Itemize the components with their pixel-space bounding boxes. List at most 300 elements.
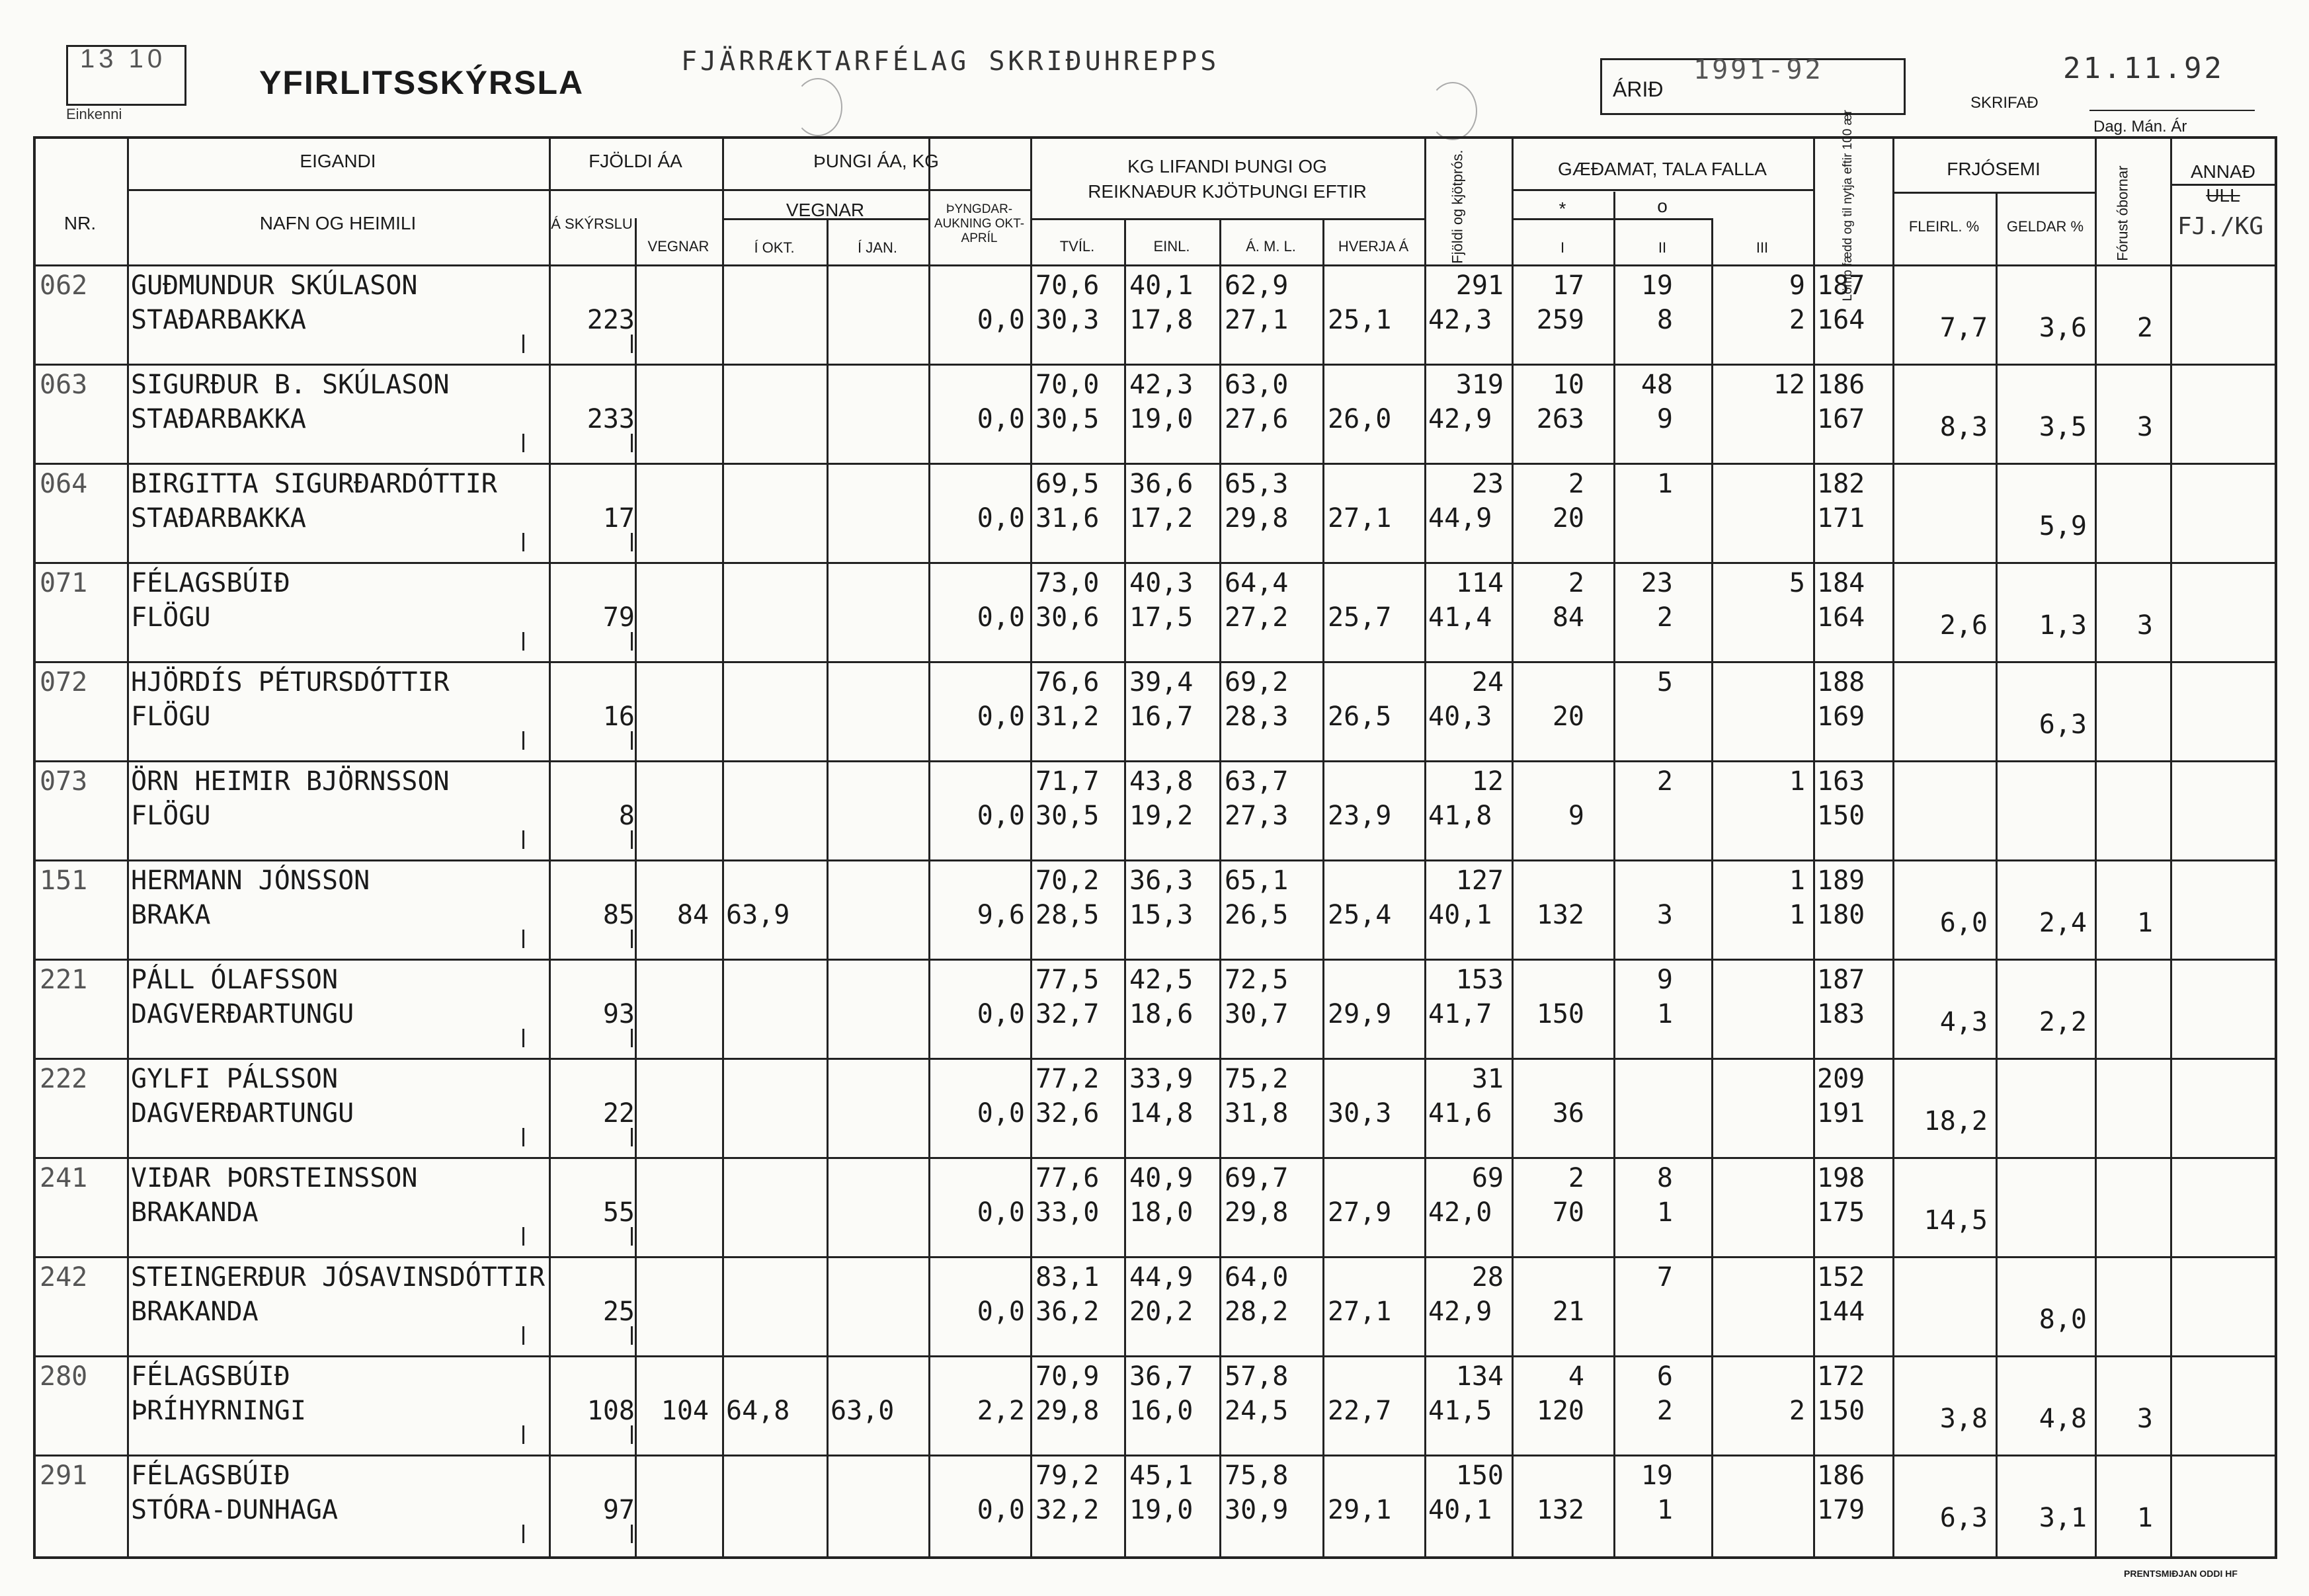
aml-live-weight: 69,7: [1225, 1163, 1289, 1193]
header-lamb-weight-1: KG LIFANDI ÞUNGI OG: [1127, 156, 1327, 177]
meat-percent: 42,9: [1428, 1297, 1492, 1327]
grade-extra-count: 5: [1789, 568, 1805, 598]
meat-percent: 42,3: [1428, 305, 1492, 335]
owner-name: HJÖRDÍS PÉTURSDÓTTIR: [131, 667, 450, 698]
row-divider: [33, 1157, 2277, 1159]
lambs-used: 169: [1817, 701, 1865, 732]
twin-carcass-weight: 30,5: [1035, 404, 1100, 434]
twin-live-weight: 76,6: [1035, 667, 1100, 698]
weight-gain: 0,0: [977, 801, 1025, 831]
row-nr: 064: [40, 469, 88, 499]
twin-live-weight: 69,5: [1035, 469, 1100, 499]
header-barren: GELDAR %: [2006, 218, 2084, 235]
single-live-weight: 39,4: [1129, 667, 1194, 698]
grade-3-count: 2: [1789, 1396, 1805, 1426]
grade-star-count: 17: [1552, 270, 1584, 301]
row-divider: [33, 1058, 2277, 1060]
header-grade-o: o: [1657, 196, 1668, 216]
tick-mark: [631, 1525, 633, 1543]
aml-live-weight: 75,8: [1225, 1460, 1289, 1491]
header-lambs-born: Lömb fædd og til nytja eftir 100 ær: [1841, 110, 1855, 301]
aml-carcass-weight: 27,1: [1225, 305, 1289, 335]
grade-1-count: 150: [1536, 999, 1584, 1029]
column-divider: [1892, 136, 1894, 1556]
row-divider: [33, 1256, 2277, 1258]
aml-carcass-weight: 29,8: [1225, 503, 1289, 534]
ewes-on-report: 93: [602, 999, 635, 1029]
aml-carcass-weight: 27,3: [1225, 801, 1289, 831]
single-live-weight: 36,6: [1129, 469, 1194, 499]
aml-carcass-weight: 30,9: [1225, 1495, 1289, 1525]
twin-live-weight: 70,6: [1035, 270, 1100, 301]
aml-live-weight: 69,2: [1225, 667, 1289, 698]
twin-carcass-weight: 33,0: [1035, 1197, 1100, 1228]
grade-1-count: 20: [1552, 701, 1584, 732]
grade-2-count: 1: [1656, 1495, 1673, 1525]
single-carcass-weight: 20,2: [1129, 1297, 1194, 1327]
grade-2-count: 2: [1656, 1396, 1673, 1426]
aml-live-weight: 64,4: [1225, 568, 1289, 598]
grade-star-count: 2: [1568, 469, 1584, 499]
ewes-on-report: 233: [587, 404, 635, 434]
weight-gain: 0,0: [977, 305, 1025, 335]
aml-carcass-weight: 27,2: [1225, 602, 1289, 633]
date-format: Dag. Mán. Ár: [2093, 118, 2187, 136]
owner-name: BIRGITTA SIGURÐARDÓTTIR: [131, 469, 497, 499]
lamb-count: 134: [1455, 1361, 1504, 1392]
carcass-per-ewe: 26,5: [1328, 701, 1392, 732]
grade-o-count: 19: [1641, 1460, 1673, 1491]
lambs-used: 164: [1817, 305, 1865, 335]
owner-home: FLÖGU: [131, 801, 211, 831]
grade-2-count: 1: [1656, 999, 1673, 1029]
tick-mark: [631, 830, 633, 849]
grade-star-count: 4: [1568, 1361, 1584, 1392]
weight-gain: 0,0: [977, 999, 1025, 1029]
barren-percent: 3,6: [2039, 313, 2087, 343]
association-name: FJÄRRÆKTARFÉLAG SKRIÐUHREPPS: [681, 46, 1220, 77]
single-live-weight: 36,3: [1129, 865, 1194, 896]
weight-oct: 64,8: [726, 1396, 790, 1426]
row-divider: [33, 1455, 2277, 1456]
barren-percent: 6,3: [2039, 709, 2087, 740]
header-weight-gain: ÞYNGDAR- AUKNING OKT-APRÍL: [934, 202, 1025, 245]
twin-live-weight: 77,2: [1035, 1064, 1100, 1094]
grade-star-count: 2: [1568, 568, 1584, 598]
tick-mark: [522, 1227, 524, 1246]
row-nr: 072: [40, 667, 88, 698]
tick-mark: [522, 830, 524, 849]
owner-home: STÓRA-DUNHAGA: [131, 1495, 339, 1525]
carcass-per-ewe: 25,7: [1328, 602, 1392, 633]
ewes-on-report: 108: [587, 1396, 635, 1426]
aml-carcass-weight: 28,2: [1225, 1297, 1289, 1327]
lambs-used: 191: [1817, 1098, 1865, 1129]
row-nr: 291: [40, 1460, 88, 1491]
header-ewe-count: FJÖLDI ÁA: [588, 151, 682, 171]
multiple-percent: 7,7: [1939, 313, 1988, 343]
lambs-used: 179: [1817, 1495, 1865, 1525]
carcass-per-ewe: 22,7: [1328, 1396, 1392, 1426]
grade-3-count: 2: [1789, 305, 1805, 335]
multiple-percent: 6,3: [1939, 1503, 1988, 1533]
single-live-weight: 42,5: [1129, 965, 1194, 995]
tick-mark: [631, 434, 633, 452]
twin-live-weight: 83,1: [1035, 1262, 1100, 1293]
weight-jan: 63,0: [830, 1396, 895, 1426]
single-carcass-weight: 17,8: [1129, 305, 1194, 335]
tick-mark: [522, 1326, 524, 1345]
lambs-born: 187: [1817, 965, 1865, 995]
twin-carcass-weight: 30,3: [1035, 305, 1100, 335]
header-divider: [722, 189, 1030, 191]
single-carcass-weight: 17,2: [1129, 503, 1194, 534]
header-grading: GÆÐAMAT, TALA FALLA: [1558, 159, 1767, 179]
lambs-used: 183: [1817, 999, 1865, 1029]
single-live-weight: 44,9: [1129, 1262, 1194, 1293]
twin-live-weight: 70,2: [1035, 865, 1100, 896]
lamb-count: 114: [1455, 568, 1504, 598]
single-live-weight: 40,1: [1129, 270, 1194, 301]
carcass-per-ewe: 25,4: [1328, 900, 1392, 930]
aml-carcass-weight: 30,7: [1225, 999, 1289, 1029]
owner-name: FÉLAGSBÚIÐ: [131, 1361, 290, 1392]
owner-name: HERMANN JÓNSSON: [131, 865, 370, 896]
tick-mark: [522, 434, 524, 452]
aml-live-weight: 64,0: [1225, 1262, 1289, 1293]
grade-2-count: 1: [1656, 1197, 1673, 1228]
single-live-weight: 40,3: [1129, 568, 1194, 598]
tick-mark: [522, 533, 524, 551]
tick-mark: [631, 930, 633, 948]
row-divider: [33, 859, 2277, 861]
lost-count: 1: [2136, 1503, 2153, 1533]
twin-carcass-weight: 29,8: [1035, 1396, 1100, 1426]
tick-mark: [631, 1128, 633, 1146]
grade-o-count: 2: [1656, 766, 1673, 797]
column-divider: [127, 136, 129, 1556]
carcass-per-ewe: 25,1: [1328, 305, 1392, 335]
single-live-weight: 43,8: [1129, 766, 1194, 797]
aml-live-weight: 65,1: [1225, 865, 1289, 896]
header-multiple: FLEIRL. %: [1908, 218, 1980, 235]
multiple-percent: 18,2: [1924, 1106, 1988, 1137]
header-name-home: NAFN OG HEIMILI: [259, 213, 417, 233]
lambs-used: 150: [1817, 801, 1865, 831]
row-divider: [33, 959, 2277, 961]
grade-1-count: 120: [1536, 1396, 1584, 1426]
lamb-count: 31: [1471, 1064, 1504, 1094]
carcass-per-ewe: 26,0: [1328, 404, 1392, 434]
grade-1-count: 84: [1552, 602, 1584, 633]
weight-gain: 0,0: [977, 1197, 1025, 1228]
lamb-count: 150: [1455, 1460, 1504, 1491]
grade-o-count: 8: [1656, 1163, 1673, 1193]
meat-percent: 40,1: [1428, 1495, 1492, 1525]
lambs-born: 186: [1817, 1460, 1865, 1491]
ewes-weighed: 84: [676, 900, 709, 930]
form-title: YFIRLITSSKÝRSLA: [259, 64, 585, 101]
id-code: 13 10: [80, 44, 167, 73]
barren-percent: 3,1: [2039, 1503, 2087, 1533]
grade-2-count: 9: [1656, 404, 1673, 434]
tick-mark: [631, 1029, 633, 1047]
grade-o-count: 1: [1656, 469, 1673, 499]
barren-percent: 8,0: [2039, 1304, 2087, 1335]
row-nr: 241: [40, 1163, 88, 1193]
weight-gain: 0,0: [977, 602, 1025, 633]
aml-live-weight: 62,9: [1225, 270, 1289, 301]
owner-home: STAÐARBAKKA: [131, 305, 306, 335]
weight-gain: 0,0: [977, 1297, 1025, 1327]
carcass-per-ewe: 29,1: [1328, 1495, 1392, 1525]
meat-percent: 44,9: [1428, 503, 1492, 534]
owner-name: VIÐAR ÞORSTEINSSON: [131, 1163, 418, 1193]
barren-percent: 2,2: [2039, 1007, 2087, 1037]
multiple-percent: 8,3: [1939, 412, 1988, 442]
header-twin: TVÍL.: [1059, 238, 1095, 255]
meat-percent: 41,6: [1428, 1098, 1492, 1129]
row-nr: 221: [40, 965, 88, 995]
row-nr: 062: [40, 270, 88, 301]
lambs-born: 186: [1817, 370, 1865, 400]
column-divider: [1424, 136, 1426, 1556]
aml-live-weight: 72,5: [1225, 965, 1289, 995]
lost-count: 3: [2136, 412, 2153, 442]
lamb-count: 24: [1471, 667, 1504, 698]
lost-count: 3: [2136, 610, 2153, 641]
header-owner: EIGANDI: [300, 151, 376, 171]
row-nr: 151: [40, 865, 88, 896]
ewes-on-report: 79: [602, 602, 635, 633]
single-carcass-weight: 18,6: [1129, 999, 1194, 1029]
grade-o-count: 5: [1656, 667, 1673, 698]
header-in-jan: Í JAN.: [858, 239, 897, 256]
ewes-on-report: 17: [602, 503, 635, 534]
tick-mark: [631, 533, 633, 551]
carcass-per-ewe: 27,1: [1328, 503, 1392, 534]
aml-carcass-weight: 31,8: [1225, 1098, 1289, 1129]
lambs-born: 182: [1817, 469, 1865, 499]
grade-o-count: 9: [1656, 965, 1673, 995]
owner-home: ÞRÍHYRNINGI: [131, 1396, 306, 1426]
year-value: 1991-92: [1693, 55, 1824, 85]
header-weighed-sub: VEGNAR: [786, 200, 865, 220]
aml-carcass-weight: 29,8: [1225, 1197, 1289, 1228]
printer-credit: PRENTSMIÐJAN ODDI HF: [2124, 1568, 2238, 1579]
header-lost: Fórust óbornar: [2114, 165, 2131, 261]
grade-o-count: 7: [1656, 1262, 1673, 1293]
twin-carcass-weight: 32,2: [1035, 1495, 1100, 1525]
twin-carcass-weight: 28,5: [1035, 900, 1100, 930]
owner-home: FLÖGU: [131, 602, 211, 633]
tick-mark: [631, 1227, 633, 1246]
lamb-count: 319: [1455, 370, 1504, 400]
grade-2-count: 8: [1656, 305, 1673, 335]
header-in-oct: Í OKT.: [754, 239, 795, 256]
carcass-per-ewe: 30,3: [1328, 1098, 1392, 1129]
aml-carcass-weight: 27,6: [1225, 404, 1289, 434]
row-nr: 280: [40, 1361, 88, 1392]
twin-live-weight: 73,0: [1035, 568, 1100, 598]
header-nr: NR.: [63, 213, 97, 233]
year-label: ÁRIÐ: [1613, 77, 1664, 101]
tick-mark: [522, 1029, 524, 1047]
lambs-born: 189: [1817, 865, 1865, 896]
lambs-born: 188: [1817, 667, 1865, 698]
header-weighed: VEGNAR: [647, 238, 709, 255]
twin-carcass-weight: 32,6: [1035, 1098, 1100, 1129]
meat-percent: 41,4: [1428, 602, 1492, 633]
header-per-ewe: HVERJA Á: [1338, 238, 1409, 255]
single-carcass-weight: 16,7: [1129, 701, 1194, 732]
meat-percent: 41,8: [1428, 801, 1492, 831]
tick-mark: [522, 632, 524, 651]
column-divider: [2095, 136, 2097, 1556]
carcass-per-ewe: 23,9: [1328, 801, 1392, 831]
header-grade-3: III: [1756, 239, 1769, 256]
tick-mark: [522, 930, 524, 948]
grade-3-count: 1: [1789, 900, 1805, 930]
weight-gain: 0,0: [977, 701, 1025, 732]
header-divider: [1613, 218, 1711, 220]
twin-live-weight: 77,6: [1035, 1163, 1100, 1193]
twin-carcass-weight: 30,5: [1035, 801, 1100, 831]
column-divider: [1813, 136, 1815, 1556]
lambs-born: 209: [1817, 1064, 1865, 1094]
grade-2-count: 3: [1656, 900, 1673, 930]
owner-name: GUÐMUNDUR SKÚLASON: [131, 270, 418, 301]
grade-1-count: 70: [1552, 1197, 1584, 1228]
grade-star-count: 10: [1552, 370, 1584, 400]
carcass-per-ewe: 29,9: [1328, 999, 1392, 1029]
row-nr: 222: [40, 1064, 88, 1094]
owner-home: BRAKA: [131, 900, 211, 930]
single-live-weight: 40,9: [1129, 1163, 1194, 1193]
grade-1-count: 36: [1552, 1098, 1584, 1129]
owner-home: BRAKANDA: [131, 1197, 259, 1228]
lambs-used: 175: [1817, 1197, 1865, 1228]
lamb-count: 28: [1471, 1262, 1504, 1293]
grade-1-count: 263: [1536, 404, 1584, 434]
single-live-weight: 45,1: [1129, 1460, 1194, 1491]
owner-name: ÖRN HEIMIR BJÖRNSSON: [131, 766, 450, 797]
twin-carcass-weight: 32,7: [1035, 999, 1100, 1029]
row-nr: 071: [40, 568, 88, 598]
single-carcass-weight: 19,2: [1129, 801, 1194, 831]
header-single: EINL.: [1153, 238, 1190, 255]
header-lamb-weight-2: REIKNAÐUR KJÖTÞUNGI EFTIR: [1088, 181, 1367, 202]
id-label: Einkenni: [66, 106, 122, 122]
header-divider: [1030, 218, 1424, 220]
lambs-used: 164: [1817, 602, 1865, 633]
row-nr: 073: [40, 766, 88, 797]
lambs-used: 144: [1817, 1297, 1865, 1327]
header-on-report: Á SKÝRSLU: [551, 216, 633, 232]
header-fertility: FRJÓSEMI: [1947, 159, 2041, 179]
owner-home: STAÐARBAKKA: [131, 404, 306, 434]
grade-1-count: 9: [1568, 801, 1584, 831]
grade-extra-count: 12: [1773, 370, 1805, 400]
grade-o-count: 48: [1641, 370, 1673, 400]
single-carcass-weight: 19,0: [1129, 404, 1194, 434]
header-aml: Á. M. L.: [1246, 238, 1296, 255]
ewes-on-report: 55: [602, 1197, 635, 1228]
row-nr: 063: [40, 370, 88, 400]
twin-live-weight: 77,5: [1035, 965, 1100, 995]
lambs-used: 150: [1817, 1396, 1865, 1426]
twin-live-weight: 79,2: [1035, 1460, 1100, 1491]
owner-name: FÉLAGSBÚIÐ: [131, 568, 290, 598]
column-divider: [1030, 136, 1032, 1556]
twin-carcass-weight: 36,2: [1035, 1297, 1100, 1327]
tick-mark: [522, 731, 524, 750]
grade-extra-count: 1: [1789, 766, 1805, 797]
lost-count: 2: [2136, 313, 2153, 343]
single-carcass-weight: 16,0: [1129, 1396, 1194, 1426]
owner-home: FLÖGU: [131, 701, 211, 732]
lamb-count: 23: [1471, 469, 1504, 499]
lost-count: 1: [2136, 908, 2153, 938]
lambs-born: 184: [1817, 568, 1865, 598]
multiple-percent: 2,6: [1939, 610, 1988, 641]
lambs-born: 187: [1817, 270, 1865, 301]
meat-percent: 41,7: [1428, 999, 1492, 1029]
tick-mark: [522, 1425, 524, 1444]
multiple-percent: 4,3: [1939, 1007, 1988, 1037]
barren-percent: 5,9: [2039, 511, 2087, 541]
header-grade-star: *: [1559, 198, 1566, 219]
single-live-weight: 42,3: [1129, 370, 1194, 400]
aml-live-weight: 57,8: [1225, 1361, 1289, 1392]
column-divider: [1512, 136, 1514, 1556]
ewes-on-report: 97: [602, 1495, 635, 1525]
header-other: ANNAÐ: [2190, 161, 2255, 182]
owner-name: SIGURÐUR B. SKÚLASON: [131, 370, 450, 400]
multiple-percent: 6,0: [1939, 908, 1988, 938]
lost-count: 3: [2136, 1404, 2153, 1434]
row-divider: [33, 463, 2277, 465]
lamb-count: 127: [1455, 865, 1504, 896]
header-bottom-rule: [33, 264, 2277, 266]
column-divider: [722, 136, 724, 1556]
weight-gain: 0,0: [977, 404, 1025, 434]
single-carcass-weight: 17,5: [1129, 602, 1194, 633]
barren-percent: 2,4: [2039, 908, 2087, 938]
header-other-alt: FJ./KG: [2177, 213, 2264, 240]
header-count-meat-pct: Fjöldi og kjötprós.: [1449, 149, 1466, 264]
row-divider: [33, 661, 2277, 663]
tick-mark: [522, 335, 524, 353]
header-divider: [127, 189, 722, 191]
grade-1-count: 20: [1552, 503, 1584, 534]
single-live-weight: 36,7: [1129, 1361, 1194, 1392]
barren-percent: 3,5: [2039, 412, 2087, 442]
weight-gain: 2,2: [977, 1396, 1025, 1426]
column-divider: [549, 136, 551, 1556]
row-divider: [33, 364, 2277, 366]
owner-name: STEINGERÐUR JÓSAVINSDÓTTIR: [131, 1262, 546, 1293]
barren-percent: 1,3: [2039, 610, 2087, 641]
multiple-percent: 14,5: [1924, 1205, 1988, 1236]
owner-name: PÁLL ÓLAFSSON: [131, 965, 339, 995]
lambs-used: 167: [1817, 404, 1865, 434]
meat-percent: 42,0: [1428, 1197, 1492, 1228]
punch-hole-left: [793, 78, 842, 136]
header-ewe-weight: ÞUNGI ÁA, KG: [813, 151, 939, 171]
owner-home: DAGVERÐARTUNGU: [131, 1098, 354, 1129]
tick-mark: [522, 1128, 524, 1146]
